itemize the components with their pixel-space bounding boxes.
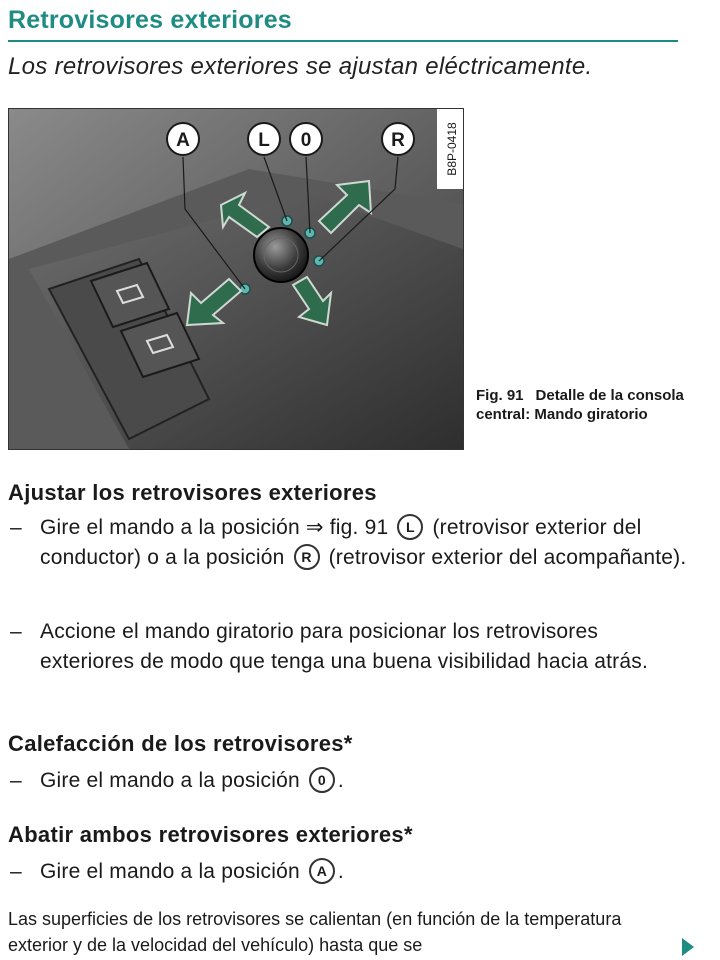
page-title: Retrovisores exteriores: [8, 6, 292, 34]
figure-mirror-control: [8, 108, 464, 450]
list-item-text-part: Gire el mando a la posición: [40, 860, 300, 883]
callout-o: [290, 123, 322, 155]
callout-o-label: 0: [300, 130, 312, 151]
callout-l-label: L: [258, 130, 270, 151]
figure-number: Fig. 91: [476, 387, 524, 404]
list-item-text-part: Gire el mando a la posición: [40, 769, 300, 792]
figure-code: B8P-0418: [445, 122, 459, 176]
position-badge-l: L: [397, 514, 423, 540]
callout-r: [382, 123, 414, 155]
section-heading-adjust: Ajustar los retrovisores exteriores: [8, 480, 377, 505]
list-item: [10, 766, 690, 796]
body-paragraph: Las superficies de los retrovisores se calientan (en función de la temperatura exterior y de la velocidad del vehículo) hasta que se: [8, 909, 622, 955]
list-dash: –: [10, 620, 22, 643]
list-item-text-part: (retrovisor exterior del acompañante).: [328, 546, 687, 569]
list-item-text-part: .: [337, 769, 344, 792]
callout-l: [248, 123, 280, 155]
position-badge-a: A: [309, 858, 335, 884]
list-dash: –: [10, 860, 22, 883]
list-item: [10, 857, 690, 887]
section-heading-fold: Abatir ambos retrovisores exteriores*: [8, 822, 413, 847]
figure-caption: [476, 386, 696, 424]
list-item-text: [40, 857, 690, 887]
triangle-right-icon: [682, 938, 694, 956]
list-item-text-part: (retrovisor exterior del conductor) o a la posición: [40, 516, 642, 569]
list-item-text: [40, 766, 690, 796]
callout-a: [167, 123, 199, 155]
rotary-knob: [254, 228, 308, 282]
mirror-control-illustration: [9, 109, 463, 449]
page-subtitle: Los retrovisores exteriores se ajustan eléctricamente.: [8, 53, 593, 80]
callout-a-label: A: [176, 130, 190, 151]
title-divider: [8, 40, 678, 42]
callout-r-label: R: [391, 130, 405, 151]
list-item-text-part: .: [337, 860, 344, 883]
position-badge-o: 0: [309, 767, 335, 793]
list-item-text: [40, 513, 690, 573]
list-item: [10, 513, 690, 573]
figure-caption-text: Detalle de la consola central: Mando giratorio: [476, 387, 684, 423]
list-dash: –: [10, 516, 22, 539]
section-heading-heating: Calefacción de los retrovisores*: [8, 731, 353, 756]
list-item: [10, 617, 690, 677]
list-item-text-part: Gire el mando a la posición ⇒ fig. 91: [40, 516, 389, 539]
list-item-text: Accione el mando giratorio para posicionar los retrovisores exteriores de modo que tenga una buena visibilidad hacia atrás.: [40, 620, 648, 673]
position-badge-r: R: [294, 544, 320, 570]
list-dash: –: [10, 769, 22, 792]
